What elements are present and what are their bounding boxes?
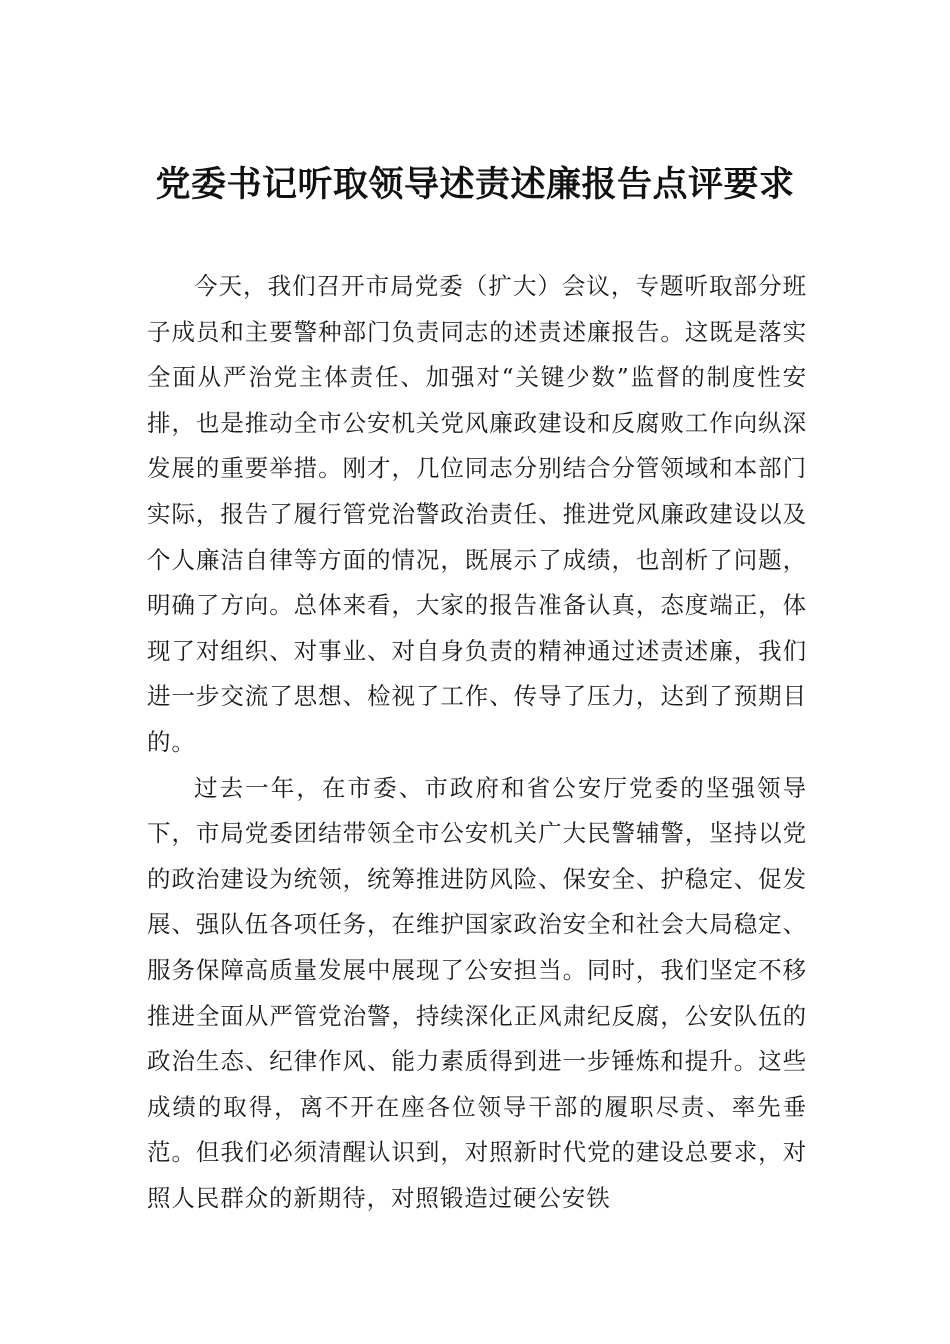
- paragraph-1: 今天，我们召开市局党委（扩大）会议，专题听取部分班子成员和主要警种部门负责同志的述责述廉报告。这既是落实全面从严治党主体责任、加强对“关键少数”监督的制度性安排，也是推动全市公安机关党风廉政建设和反腐败工作向纵深发展的重要举措。刚才，几位同志分别结合分管领域和本部门实际，报告了履行管党治警政治责任、推进党风廉政建设以及个人廉洁自律等方面的情况，既展示了成绩，也剖析了问题，明确了方向。总体来看，大家的报告准备认真，态度端正，体现了对组织、对事业、对自身负责的精神通过述责述廉，我们进一步交流了思想、检视了工作、传导了压力，达到了预期目的。: [147, 272, 807, 756]
- document-body: [147, 264, 807, 1221]
- document-title: 党委书记听取领导述责述廉报告点评要求: [155, 164, 795, 205]
- paragraph-2: 过去一年，在市委、市政府和省公安厅党委的坚强领导下，市局党委团结带领全市公安机关广大民警辅警，坚持以党的政治建设为统领，统筹推进防风险、保安全、护稳定、促发展、强队伍各项任务，在维护国家政治安全和社会大局稳定、服务保障高质量发展中展现了公安担当。同时，我们坚定不移推进全面从严管党治警，持续深化正风肃纪反腐，公安队伍的政治生态、纪律作风、能力素质得到进一步锤炼和提升。这些成绩的取得，离不开在座各位领导干部的履职尽责、率先垂范。但我们必须清醒认识到，对照新时代党的建设总要求，对照人民群众的新期待，对照锻造过硬公安铁: [147, 773, 807, 1212]
